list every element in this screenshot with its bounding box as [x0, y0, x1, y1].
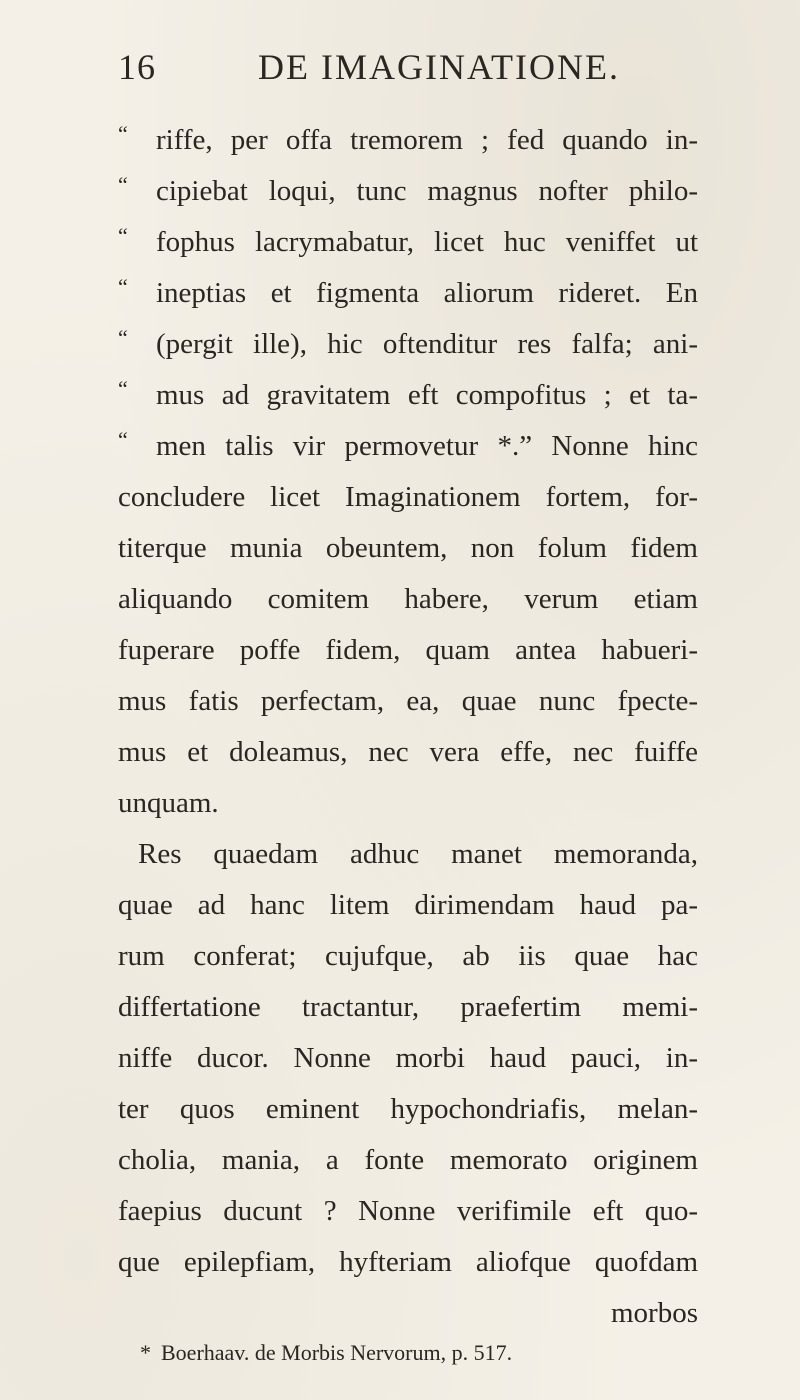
line-text: faepius ducunt ? Nonne verifimile eft quo-: [118, 1195, 698, 1227]
text-line: [118, 880, 698, 930]
text-line: [118, 778, 698, 828]
line-text: quae ad hanc litem dirimendam haud pa-: [118, 889, 698, 921]
text-line: [118, 727, 698, 777]
text-line: [118, 625, 698, 675]
line-text: differtatione tractantur, praefertim memi-: [118, 991, 698, 1023]
line-text: cholia, mania, a fonte memorato originem: [118, 1144, 698, 1176]
text-line: [118, 370, 698, 420]
line-text: cipiebat loqui, tunc magnus nofter philo-: [156, 175, 698, 207]
line-text: (pergit ille), hic oftenditur res falfa; ani-: [156, 328, 698, 360]
text-line: [118, 1033, 698, 1083]
line-text: unquam.: [118, 787, 219, 819]
footnote: [140, 1340, 700, 1366]
line-text: niffe ducor. Nonne morbi haud pauci, in-: [118, 1042, 698, 1074]
line-text: fuperare poffe fidem, quam antea habueri-: [118, 634, 698, 666]
text-line: [118, 319, 698, 369]
page-number: 16: [118, 47, 156, 87]
line-text: mus ad gravitatem eft compofitus ; et ta-: [156, 379, 698, 411]
text-line: [118, 1135, 698, 1185]
line-text: concludere licet Imaginationem fortem, for-: [118, 481, 698, 513]
line-text: morbos: [611, 1297, 698, 1329]
page-header: [0, 46, 800, 96]
text-line: [118, 268, 698, 318]
line-text: ineptias et figmenta aliorum rideret. En: [156, 277, 698, 309]
line-text: riffe, per offa tremorem ; fed quando in-: [156, 124, 698, 156]
line-text: Res quaedam adhuc manet memoranda,: [138, 838, 698, 870]
text-line: [118, 115, 698, 165]
text-line: [118, 1237, 698, 1287]
text-line: [118, 982, 698, 1032]
text-line: [118, 829, 698, 879]
line-text: mus fatis perfectam, ea, quae nunc fpecte-: [118, 685, 698, 717]
line-text: aliquando comitem habere, verum etiam: [118, 583, 698, 615]
text-line: [118, 523, 698, 573]
line-text: que epilepfiam, hyfteriam aliofque quofdam: [118, 1246, 698, 1278]
quote-mark: “: [118, 223, 128, 248]
footnote-text: Boerhaav. de Morbis Nervorum, p. 517.: [161, 1340, 513, 1365]
line-text: men talis vir permovetur *.” Nonne hinc: [156, 430, 698, 462]
text-line: [118, 421, 698, 471]
text-line: [118, 217, 698, 267]
line-text: ter quos eminent hypochondriafis, melan-: [118, 1093, 698, 1125]
running-title: DE IMAGINATIONE.: [258, 47, 620, 87]
text-line: [118, 676, 698, 726]
line-text: titerque munia obeuntem, non folum fidem: [118, 532, 698, 564]
line-text: mus et doleamus, nec vera effe, nec fuiffe: [118, 736, 698, 768]
text-line: [118, 1186, 698, 1236]
text-line: [118, 472, 698, 522]
line-text: fophus lacrymabatur, licet huc veniffet ut: [156, 226, 698, 258]
line-text: rum conferat; cujufque, ab iis quae hac: [118, 940, 698, 972]
text-line: [118, 931, 698, 981]
quote-mark: “: [118, 274, 128, 299]
text-line: [118, 574, 698, 624]
text-line: [118, 1084, 698, 1134]
text-line: [118, 166, 698, 216]
quote-mark: “: [118, 172, 128, 197]
quote-mark: “: [118, 121, 128, 146]
catchword: [118, 1288, 698, 1338]
footnote-marker: *: [140, 1340, 151, 1365]
quote-mark: “: [118, 325, 128, 350]
quote-mark: “: [118, 376, 128, 401]
quote-mark: “: [118, 427, 128, 452]
